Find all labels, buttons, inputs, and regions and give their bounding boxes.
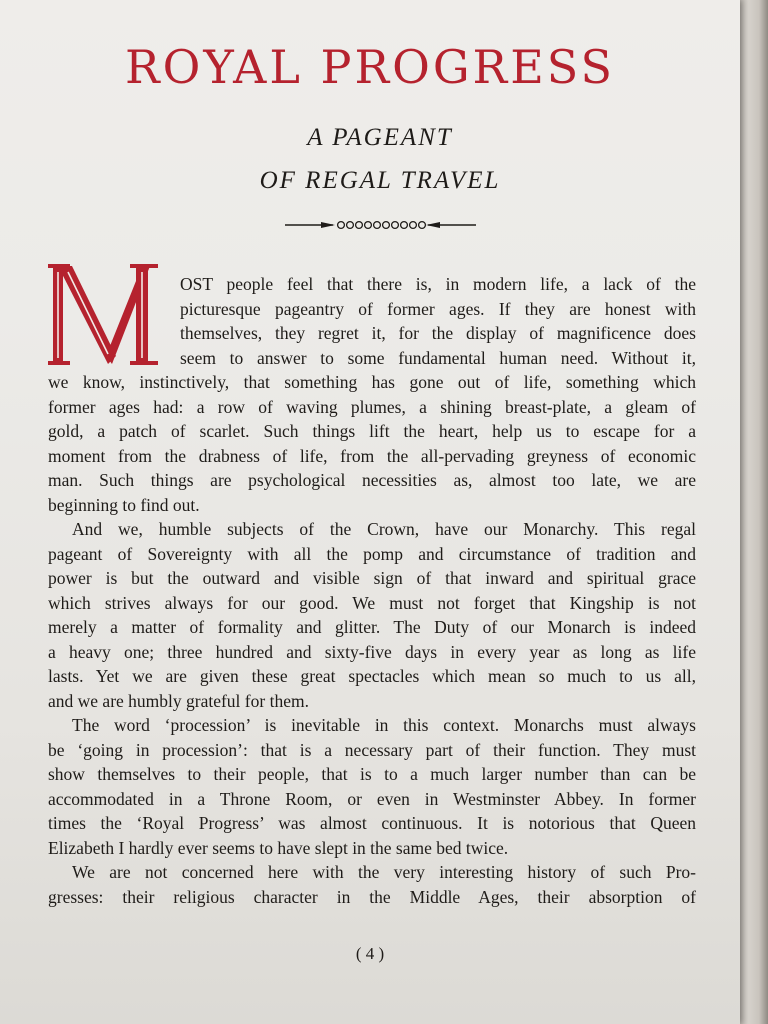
text-line: pageant of Sovereignty with all the pomp and circumstance of tradition and (48, 543, 696, 564)
page-number: ( 4 ) (355, 944, 385, 963)
text-line: times the ‘Royal Progress’ was almost continuous. It is notorious that Queen (48, 813, 696, 833)
text-line: power is but the outward and visible sign of that inward and spiritual grace (48, 568, 696, 588)
text-line: seem to answer to some fundamental human need. Without it, (180, 347, 696, 368)
text-line: show themselves to their people, that is to a much larger number than can be (48, 764, 696, 784)
text-line: And we, humble subjects of the Crown, have our Monarchy. This regal (72, 519, 696, 539)
text-line: OST people feel that there is, in modern life, a lack of the (180, 274, 696, 294)
text-line: themselves, they regret it, for the display of magnificence does (180, 323, 696, 343)
text-line: be ‘going in procession’: that is a necessary part of their function. They must (48, 739, 696, 760)
text-line: gold, a patch of scarlet. Such things lift the heart, help us to escape for a (48, 421, 696, 441)
text-line: which strives always for our good. We must not forget that Kingship is not (48, 592, 696, 613)
page-title: ROYAL PROGRESS (124, 40, 615, 94)
text-line: We are not concerned here with the very interesting history of such Pro- (72, 862, 696, 882)
svg-text:M: M (44, 247, 59, 264)
text-line: picturesque pageantry of former ages. If they are honest with (180, 298, 696, 319)
subtitle-line-2: OF REGAL TRAVEL (259, 167, 501, 194)
text-line: beginning to find out. (48, 494, 200, 515)
ornament-divider-icon (283, 216, 478, 234)
text-line: we know, instinctively, that something has gone out of life, something which (48, 372, 696, 392)
text-line: a heavy one; three hundred and sixty-five days in every year as long as life (48, 641, 696, 662)
text-line: Elizabeth I hardly ever seems to have slept in the same bed twice. (48, 837, 509, 858)
text-line: former ages had: a row of waving plumes, a shining breast-plate, a gleam of (48, 396, 696, 417)
text-line: man. Such things are psychological necessities as, almost too late, we are (48, 470, 696, 490)
text-line: lasts. Yet we are given these great spectacles which mean so much to us all, (48, 666, 696, 686)
text-line: moment from the drabness of life, from the all-pervading greyness of economic (48, 445, 696, 466)
text-line: accommodated in a Throne Room, or even in Westminster Abbey. In former (48, 788, 696, 809)
book-page-edge (738, 0, 768, 1024)
text-line: gresses: their religious character in the Middle Ages, their absorption of (48, 886, 696, 907)
body-text (48, 272, 696, 909)
text-line: merely a matter of formality and glitter. The Duty of our Monarch is indeed (48, 617, 696, 637)
text-line: and we are humbly grateful for them. (48, 690, 309, 711)
text-line: The word ‘procession’ is inevitable in this context. Monarchs must always (72, 715, 696, 735)
subtitle-line-1: A PAGEANT (307, 124, 453, 151)
